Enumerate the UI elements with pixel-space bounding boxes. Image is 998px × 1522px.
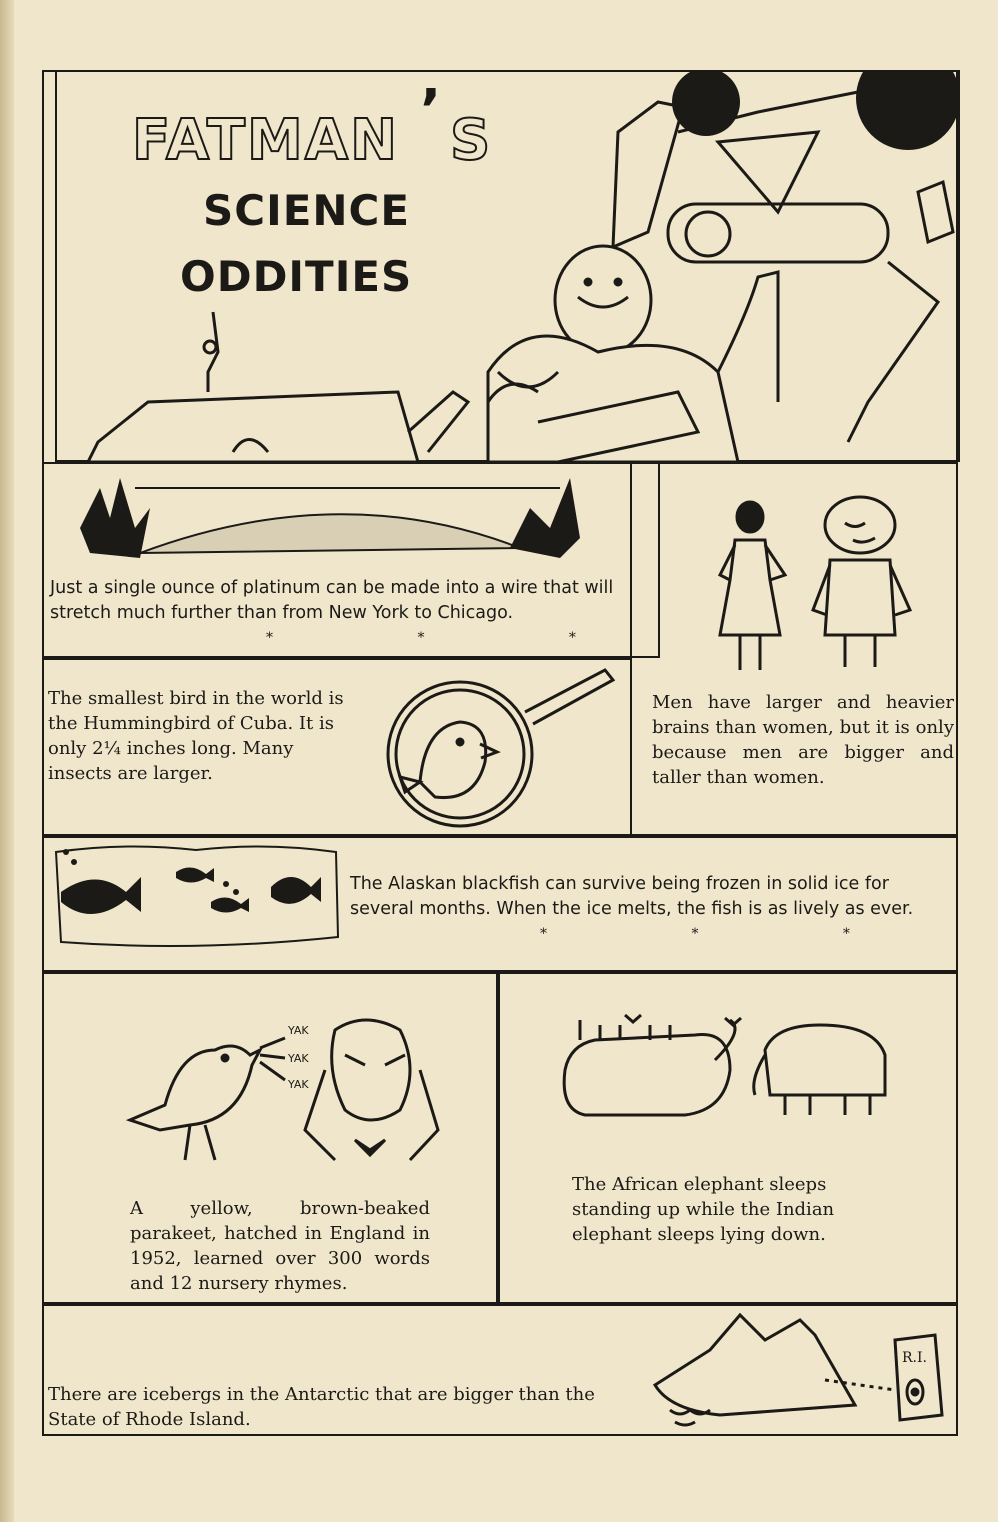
man-woman-illustration	[705, 485, 925, 675]
robot-ball-right-icon	[856, 72, 958, 150]
fact-elephant: The African elephant sleeps standing up while the Indian elephant sleeps lying down.	[572, 1174, 835, 1245]
fact-iceberg: There are icebergs in the Antarctic that are bigger than the State of Rhode Island.	[48, 1384, 595, 1430]
fact-parakeet: A yellow, brown-beaked parakeet, hatched in England in 1952, learned over 300 words and 12 nursery rhymes.	[130, 1198, 430, 1294]
yak-label-1: YAK	[288, 1024, 309, 1037]
iceberg-icon	[655, 1315, 855, 1415]
fatman-illustration	[58, 72, 958, 462]
title-science: SCIENCE	[203, 186, 411, 235]
fish-icon	[61, 877, 141, 914]
title-oddities: ODDITIES	[180, 252, 413, 301]
parakeet-illustration	[120, 1010, 450, 1170]
hummingbird-icon	[420, 722, 486, 798]
title-s: S	[450, 108, 491, 173]
magnifying-glass-icon	[388, 682, 532, 826]
yak-label-3: YAK	[288, 1078, 309, 1091]
blackfish-illustration	[46, 842, 346, 952]
stars-separator-2: * * *	[540, 926, 920, 942]
chicago-skyline-icon	[510, 478, 580, 558]
african-elephant-standing-icon	[765, 1025, 885, 1095]
fact-platinum: Just a single ounce of platinum can be made into a wire that will stretch much further than from New York to Chicago.	[50, 578, 614, 623]
platinum-illustration	[80, 468, 600, 568]
iceberg-illustration	[650, 1310, 950, 1430]
elephants-illustration	[555, 1010, 895, 1120]
fact-brains: Men have larger and heavier brains than women, but it is only because men are bigger and taller than women.	[652, 692, 954, 788]
man-covering-ears-icon	[332, 1020, 410, 1120]
rhode-island-icon	[895, 1335, 942, 1420]
yak-label-2: YAK	[288, 1052, 309, 1065]
title-fatman: FATMAN	[132, 108, 399, 173]
fact-hummingbird: The smallest bird in the world is the Hummingbird of Cuba. It is only 2¼ inches long. Many insects are larger.	[48, 688, 344, 784]
woman-icon	[737, 502, 763, 532]
new-york-skyline-icon	[80, 478, 150, 558]
title-apostrophe: ’	[420, 78, 442, 143]
fact-blackfish: The Alaskan blackfish can survive being frozen in solid ice for several months. When the ice melts, the fish is as lively as ever.	[350, 874, 914, 919]
indian-elephant-lying-icon	[564, 1034, 730, 1115]
magnifier-bird-illustration	[365, 662, 615, 832]
parakeet-icon	[130, 1046, 260, 1130]
page-binding-edge	[0, 0, 14, 1522]
stars-separator: * * *	[266, 630, 646, 646]
ri-label: R.I.	[902, 1350, 927, 1366]
